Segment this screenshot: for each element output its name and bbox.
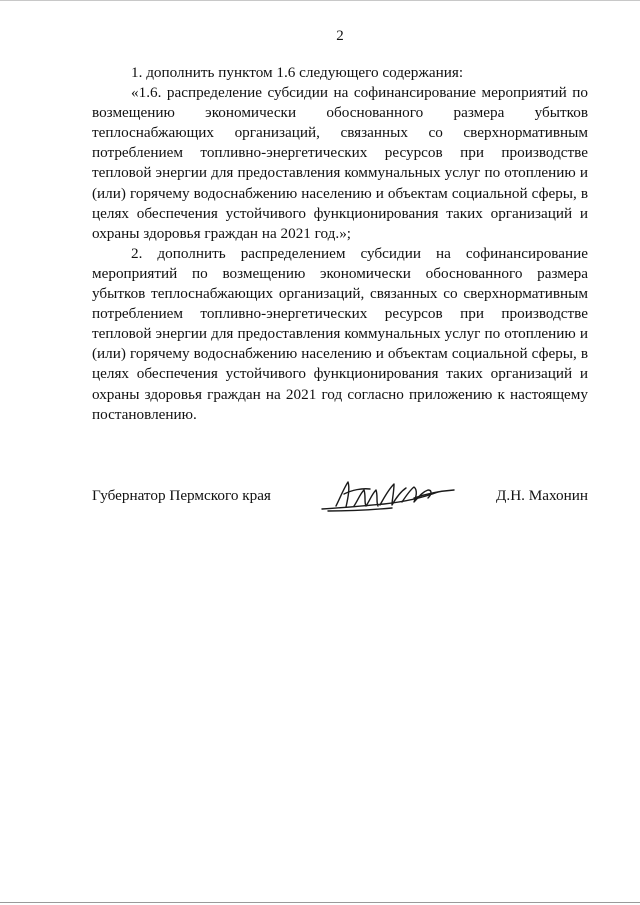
signature-block [92,478,588,518]
document-body [92,63,588,425]
page-number: 2 [336,28,344,44]
page-top-edge [0,0,640,1]
paragraph-amendment-2: 2. дополнить распределением субсидии на софинансирование мероприятий по возмещению экономически обоснованного размера убытков теплоснабжающих организаций, связанных со сверхнормативным потреблением топливно-энергетических ресурсов при производстве тепловой энергии для предоставления коммунальных услуг по отоплению и (или) горячему водоснабжению населению и объектам социальной сферы, в целях обеспечения устойчивого функционирования таких организаций и охраны здоровья граждан на 2021 год согласно приложению к настоящему постановлению. [92,244,588,423]
signer-position: Губернатор Пермского края [92,487,271,504]
paragraph-amendment-1: 1. дополнить пунктом 1.6 следующего содержания: [131,64,464,81]
signer-name: Д.Н. Махонин [496,487,588,504]
handwritten-signature-icon [318,478,458,514]
paragraph-clause-1-6: «1.6. распределение субсидии на софинансирование мероприятий по возмещению экономически обоснованного размера убытков теплоснабжающих организаций, связанных со сверхнормативным потреблением топливно-энергетических ресурсов при производстве тепловой энергии для предоставления коммунальных услуг по отоплению и (или) горячему водоснабжению населению и объектам социальной сферы, в целях обеспечения устойчивого функционирования таких организаций и охраны здоровья граждан на 2021 год.»; [92,84,588,242]
page-bottom-edge [0,902,640,903]
